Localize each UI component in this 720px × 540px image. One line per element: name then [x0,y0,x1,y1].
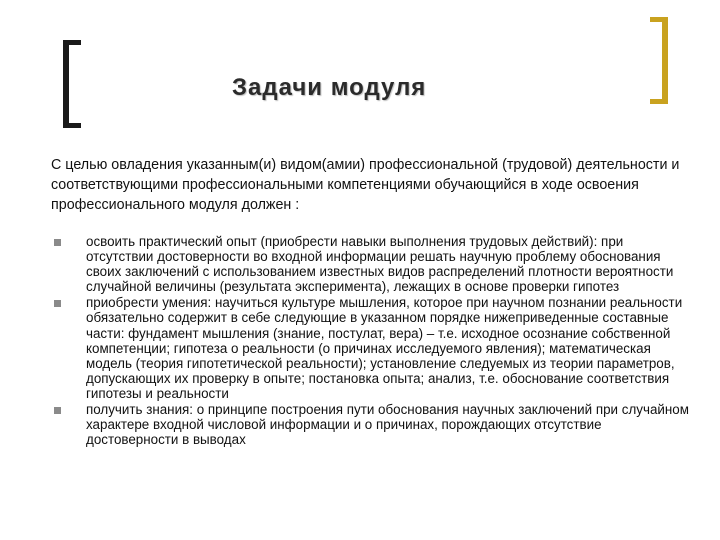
right-bracket-top [650,17,668,22]
list-item-text: освоить практический опыт (приобрести навыки выполнения трудовых действий): при отсутствии достоверности во входной информации решать научную проблему обоснования своих заключений с использованием известных видов распределений плотности вероятности случайной величины (результата эксперимента), лежащих в основе проверки гипотез [86,234,674,295]
list-item-text: приобрести умения: научиться культуре мышления, которое при научном познании реальности обязательно содержит в себе следующие в указанном порядке нижеприведенные составные части: фундамент мышления (знание, постулат, вера) – т.е. исходное осознание собственной компетенции; гипотеза о реальности (о причинах исследуемого явления); математическая модель (теория гипотетической реальности); установление следуемых из теории параметров, допускающих их проверку в опыте; постановка опыта; анализ, т.е. обоснование соответствия гипотезы и реальности [86,295,683,401]
list-item [51,295,691,401]
right-bracket-vertical [662,17,668,104]
square-bullet-icon [54,239,61,246]
right-bracket-decoration [650,17,668,104]
list-item-text: получить знания: о принципе построения пути обоснования научных заключений при случайном характере входной числовой информации и о причинах, порождающих отсутствие достоверности в выводах [86,402,689,448]
intro-paragraph: С целью овладения указанным(и) видом(амии) профессиональной (трудовой) деятельности и соответствующими профессиональными компетенциями обучающийся в ходе освоения профессионального модуля должен : [51,157,680,213]
left-bracket-vertical [63,40,69,128]
right-bracket-bottom [650,99,668,104]
task-list [51,234,691,447]
square-bullet-icon [54,300,61,307]
list-item [51,402,691,447]
left-bracket-top [63,40,81,45]
left-bracket-decoration [63,40,81,128]
list-item [51,234,691,294]
left-bracket-bottom [63,123,81,128]
slide-title: Задачи модуля [232,74,427,101]
square-bullet-icon [54,407,61,414]
